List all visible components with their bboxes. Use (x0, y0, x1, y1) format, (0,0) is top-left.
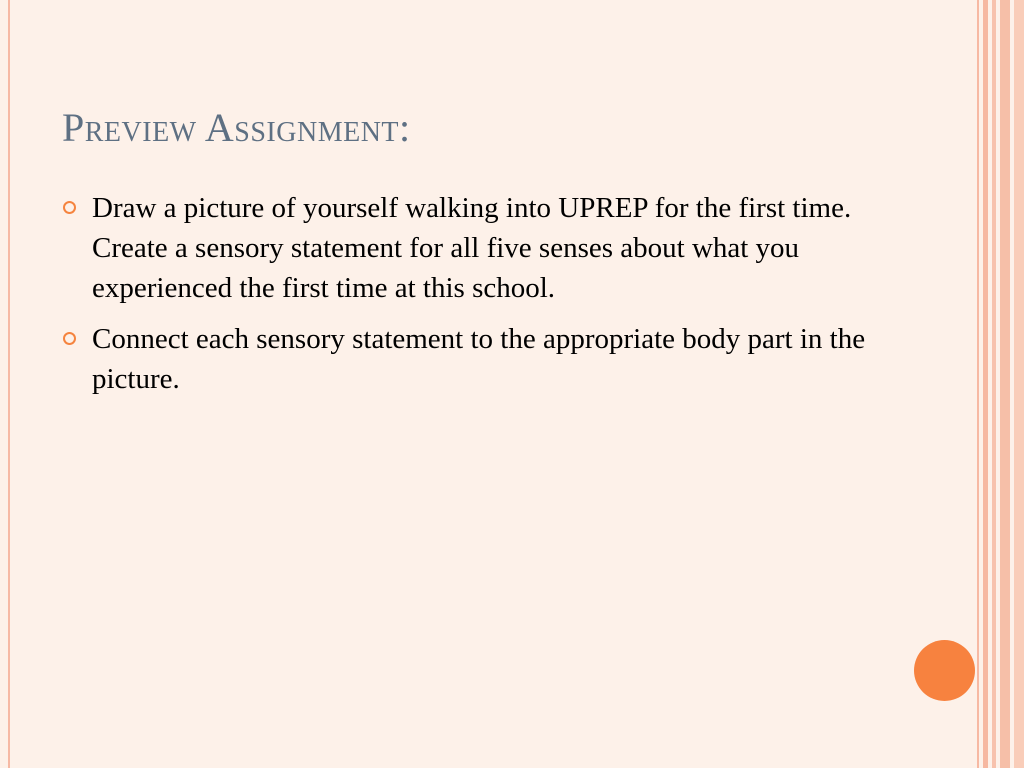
decorative-orange-circle (914, 640, 975, 701)
bullet-item (62, 319, 882, 399)
bullet-text: Connect each sensory statement to the appropriate body part in the picture. (92, 323, 866, 395)
bullet-circle-icon (63, 332, 76, 345)
bullet-circle-icon (63, 201, 76, 214)
bullet-text: Draw a picture of yourself walking into UPREP for the first time. Create a sensory statement for all five senses about what you experienced the first time at this school. (92, 192, 852, 304)
left-border-line (8, 0, 10, 768)
slide-title: Preview Assignment: (62, 105, 411, 150)
bullet-list (62, 188, 882, 410)
right-stripe (1000, 0, 1010, 768)
bullet-item (62, 188, 882, 308)
right-stripe (983, 0, 988, 768)
right-stripe (977, 0, 979, 768)
right-stripe (992, 0, 996, 768)
right-stripe (1014, 0, 1024, 768)
